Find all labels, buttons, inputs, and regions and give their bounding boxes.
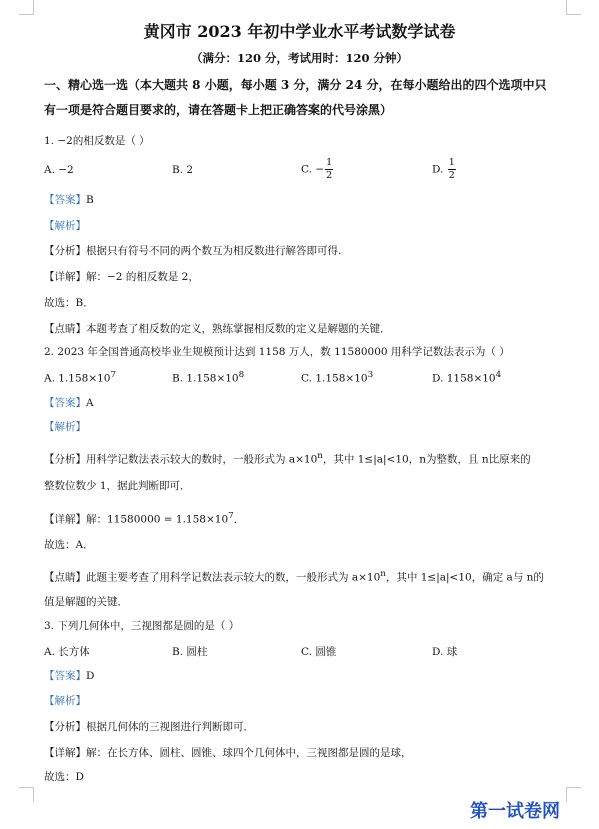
q2-comment-line2: 值是解题的关键． [44,596,128,608]
q3-choice: 故选：D [44,771,84,783]
crop-mark-bottom-right [566,787,581,802]
q1-analysis: 【分析】根据只有符号不同的两个数互为相反数进行解答即可得. [44,245,342,257]
q3-option-d: D. 球 [432,646,458,658]
q1-option-d: D. $\frac{1}{2}$ [432,157,455,181]
q3-detail: 【详解】解：在长方体、圆柱、圆锥、球四个几何体中，三视图都是圆的是球， [44,747,412,759]
q3-option-b: B. 圆柱 [172,646,208,658]
q1-option-c-fraction: $\frac{1}{2}$ [326,157,333,181]
q2-option-a: A. $1.158\times 10^7$ [44,370,117,385]
q2-comment-line1: 【点睛】此题主要考查了用科学记数法表示较大的数，一般形式为 $a\times 10^n$，其中 1≤|a|<10，确定 a与 n的 [44,569,544,584]
q1-detail: 【详解】解：−2 的相反数是 2， [44,271,199,283]
q3-stem: 3. 下列几何体中，三视图都是圆的是（ ） [44,620,240,632]
site-watermark-logo: 第一试卷网 [470,801,560,822]
q2-option-c: C. $1.158\times 10^3$ [301,370,374,385]
q2-analysis-line2: 整数位数少 1，据此判断即可． [44,480,191,492]
q1-stem: 1. −2的相反数是（ ） [44,135,150,147]
section-heading-line2: 有一项是符合题目要求的，请在答题卡上把正确答案的代号涂黑） [44,103,393,117]
q3-answer: 【答案】D [44,670,95,682]
q2-choice: 故选：A． [44,539,94,551]
q1-option-b: B. 2 [172,164,194,176]
q2-options [44,370,564,386]
section-heading-line1: 一、精心选一选（本大题共 8 小题，每小题 3 分，满分 24 分，在每小题给出的四个选项中只 [44,78,547,92]
q1-option-a: A. −2 [44,164,74,176]
q2-option-d: D. $1158\times 10^4$ [432,370,502,385]
q1-answer: 【答案】B [44,194,94,206]
q2-analysis-line1: 【分析】用科学记数法表示较大的数时，一般形式为 $a\times 10^n$，其中 1≤|a|<10，n为整数，且 n比原来的 [44,451,531,466]
q2-answer: 【答案】A [44,397,94,409]
q3-option-a: A. 长方体 [44,646,90,658]
q1-comment: 【点睛】本题考查了相反数的定义，熟练掌握相反数的定义是解题的关键． [44,323,391,335]
q1-jiexi-label: 【解析】 [44,220,86,232]
q3-options [44,644,564,660]
q1-options [44,157,564,181]
q3-analysis: 【分析】根据几何体的三视图进行判断即可． [44,721,254,733]
page-title: 黄冈市 2023 年初中学业水平考试数学试卷 [143,22,456,41]
q1-option-d-fraction: $\frac{1}{2}$ [448,157,455,181]
q2-stem: 2. 2023 年全国普通高校毕业生规模预计达到 1158 万人，数 11580000 用科学记数法表示为（ ） [44,346,510,358]
exam-subtitle: （满分：120 分，考试用时：120 分钟） [190,51,409,65]
q2-option-b: B. $1.158\times 10^8$ [172,370,245,385]
q2-jiexi-label: 【解析】 [44,421,86,433]
crop-mark-top-left [19,0,34,15]
q1-choice: 故选：B． [44,297,94,309]
crop-mark-bottom-left [19,787,34,802]
q3-option-c: C. 圆锥 [301,646,337,658]
q1-option-c: C. − $\frac{1}{2}$ [301,157,333,181]
crop-mark-top-right [566,0,581,15]
q3-jiexi-label: 【解析】 [44,695,86,707]
q2-detail: 【详解】解：$11580000 = 1.158\times 10^7$． [44,511,245,526]
